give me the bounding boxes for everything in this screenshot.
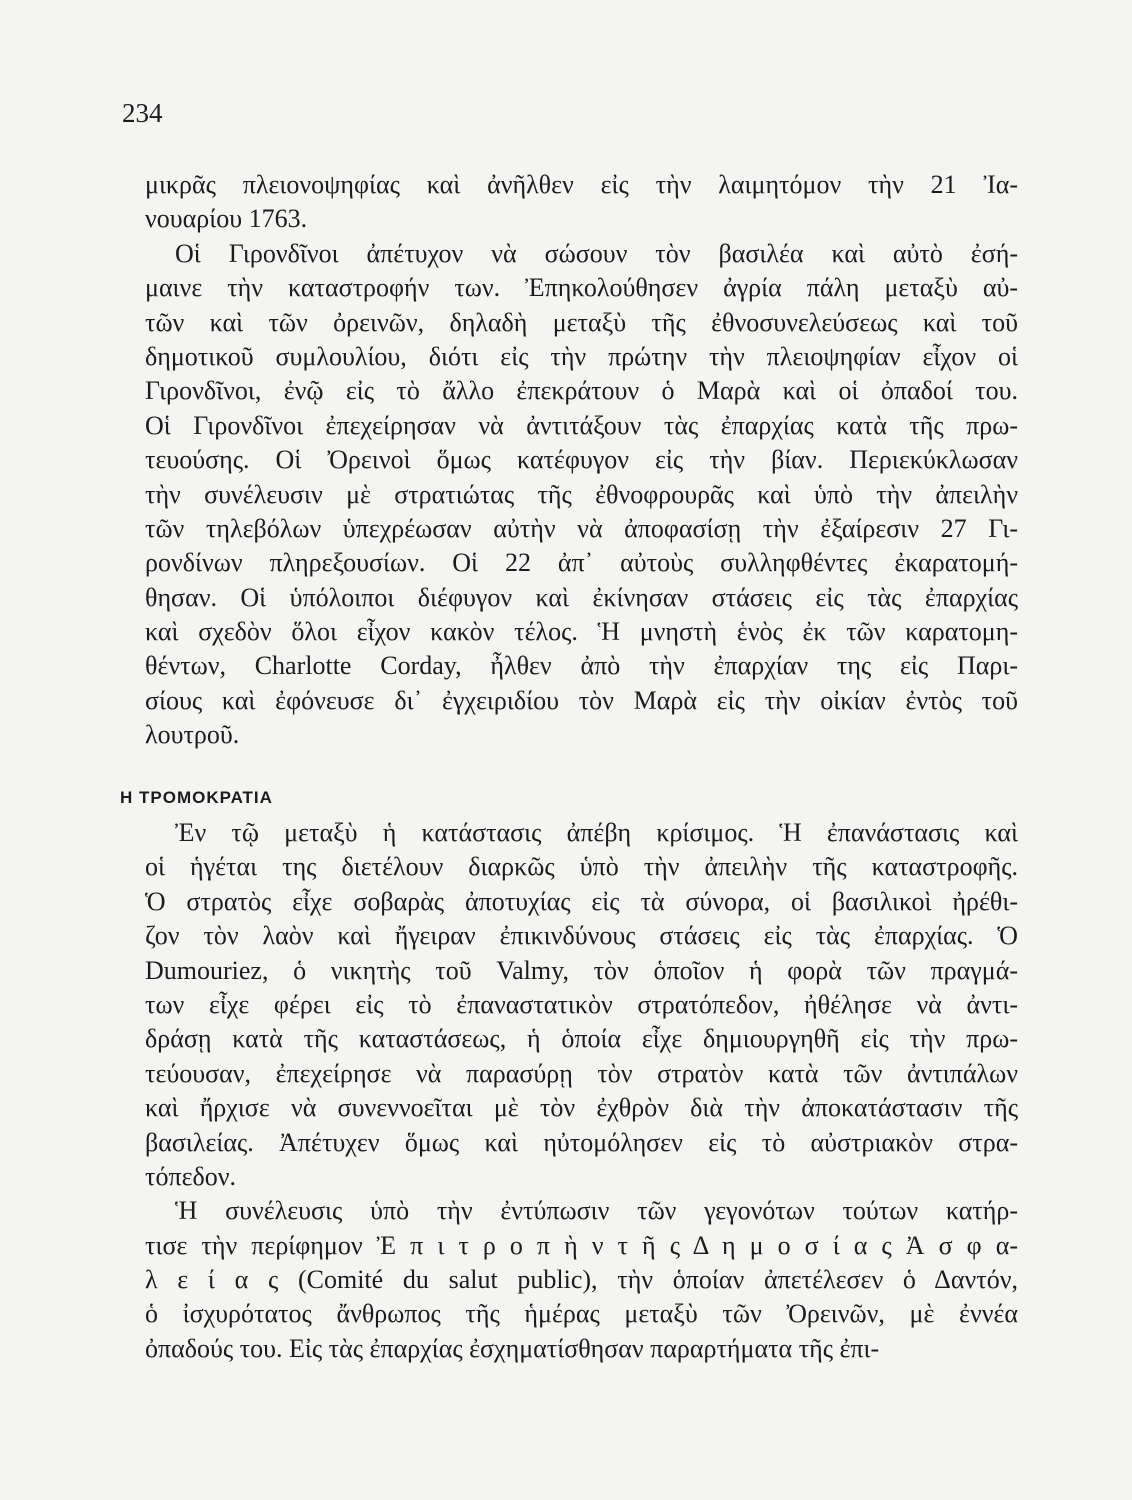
text-line: μικρᾶς πλειονοψηφίας καὶ ἀνῆλθεν εἰς τὴν λαιμητόμον τὴν 21 Ἰα- [145,170,1018,199]
text-line: των εἶχε φέρει εἰς τὸ ἐπαναστατικὸν στρατόπεδον, ἠθέλησε νὰ ἀντι- [145,989,1018,1019]
text-line: βασιλείας. Ἀπέτυχεν ὅμως καὶ ηὐτομόλησεν εἰς τὸ αὐστριακὸν στρα- [145,1127,1018,1157]
text-line: τεύουσαν, ἐπεχείρησε νὰ παρασύρῃ τὸν στρατὸν κατὰ τῶν ἀντιπάλων [145,1058,1018,1088]
section-body-1 [145,168,1018,753]
text-line: Οἱ Γιρονδῖνοι ἀπέτυχον νὰ σώσουν τὸν βασιλέα καὶ αὐτὸ ἐσή- [175,238,1018,268]
text-line: μαινε τὴν καταστροφήν των. Ἐπηκολούθησεν ἀγρία πάλη μεταξὺ αὐ- [145,273,1018,303]
text-line: Ὁ στρατὸς εἶχε σοβαρὰς ἀποτυχίας εἰς τὰ σύνορα, οἱ βασιλικοὶ ἠρέθι- [145,886,1018,916]
section-body-2 [145,816,1018,1366]
text-line: θέντων, Charlotte Corday, ἦλθεν ἀπὸ τὴν ἐπαρχίαν της εἰς Παρι- [145,651,1018,681]
text-line: τῶν τηλεβόλων ὑπεχρέωσαν αὐτὴν νὰ ἀποφασίσῃ τὴν ἐξαίρεσιν 27 Γι- [145,513,1018,543]
text-line: ρονδίνων πληρεξουσίων. Οἱ 22 ἀπ᾽ αὐτοὺς συλληφθέντες ἐκαρατομή- [145,548,1018,578]
text-line: Γιρονδῖνοι, ἐνῷ εἰς τὸ ἄλλο ἐπεκράτουν ὁ Μαρὰ καὶ οἱ ὀπαδοί του. [145,376,1018,406]
text-line: νουαρίου 1763. [145,204,308,234]
text-line: ὁ ἰσχυρότατος ἄνθρωπος τῆς ἡμέρας μεταξὺ τῶν Ὀρεινῶν, μὲ ἐννέα [145,1299,1018,1329]
text-line: Ἐν τῷ μεταξὺ ἡ κατάστασις ἀπέβη κρίσιμος. Ἡ ἐπανάστασις καὶ [175,818,1018,847]
text-line: θησαν. Οἱ ὑπόλοιποι διέφυγον καὶ ἐκίνησαν στάσεις εἰς τὰς ἐπαρχίας [145,582,1018,612]
text-line: τόπεδον. [145,1161,236,1191]
text-line: τῶν καὶ τῶν ὀρεινῶν, δηλαδὴ μεταξὺ τῆς ἐθνοσυνελεύσεως καὶ τοῦ [145,307,1018,337]
text-line: τὴν συνέλευσιν μὲ στρατιώτας τῆς ἐθνοφρουρᾶς καὶ ὑπὸ τὴν ἀπειλὴν [145,479,1018,509]
text-line: οἱ ἡγέται της διετέλουν διαρκῶς ὑπὸ τὴν ἀπειλὴν τῆς καταστροφῆς. [145,852,1018,882]
page-number: 234 [122,98,163,128]
text-line: Ἡ συνέλευσις ὑπὸ τὴν ἐντύπωσιν τῶν γεγονότων τούτων κατήρ- [175,1196,1018,1226]
text-line: σίους καὶ ἐφόνευσε δι᾽ ἐγχειριδίου τὸν Μαρὰ εἰς τὴν οἰκίαν ἐντὸς τοῦ [145,685,1018,715]
text-line: Dumouriez, ὁ νικητὴς τοῦ Valmy, τὸν ὁποῖον ἡ φορὰ τῶν πραγμά- [145,955,1018,985]
text-line: λουτροῦ. [145,720,240,750]
text-line: ὀπαδούς του. Εἰς τὰς ἐπαρχίας ἐσχηματίσθησαν παραρτήματα τῆς ἐπι- [145,1333,880,1363]
text-line: τισε τὴν περίφημον Ἐ π ι τ ρ ο π ὴ ν τ ῆ ς Δ η μ ο σ ί α ς Ἀ σ φ α- [145,1230,1018,1260]
text-line: ζον τὸν λαὸν καὶ ἤγειραν ἐπικινδύνους στάσεις εἰς τὰς ἐπαρχίας. Ὁ [145,921,1018,951]
text-line: Οἱ Γιρονδῖνοι ἐπεχείρησαν νὰ ἀντιτάξουν τὰς ἐπαρχίας κατὰ τῆς πρω- [145,410,1018,440]
text-line: καὶ ἤρχισε νὰ συνεννοεῖται μὲ τὸν ἐχθρὸν διὰ τὴν ἀποκατάστασιν τῆς [145,1093,1018,1123]
section-heading: Η ΤΡΟΜΟΚΡΑΤΙΑ [120,788,273,807]
text-line: καὶ σχεδὸν ὅλοι εἶχον κακὸν τέλος. Ἡ μνηστὴ ἑνὸς ἐκ τῶν καρατομη- [145,617,1018,647]
text-line: λ ε ί α ς (Comité du salut public), τὴν ὁποίαν ἀπετέλεσεν ὁ Δαντόν, [145,1265,1018,1295]
text-line: δράσῃ κατὰ τῆς καταστάσεως, ἡ ὁποία εἶχε δημιουργηθῆ εἰς τὴν πρω- [145,1024,1018,1054]
text-line: τευούσης. Οἱ Ὀρεινοὶ ὅμως κατέφυγον εἰς τὴν βίαν. Περιεκύκλωσαν [145,445,1018,475]
text-line: δημοτικοῦ συμλουλίου, διότι εἰς τὴν πρώτην τὴν πλειοψηφίαν εἶχον οἱ [145,341,1018,371]
